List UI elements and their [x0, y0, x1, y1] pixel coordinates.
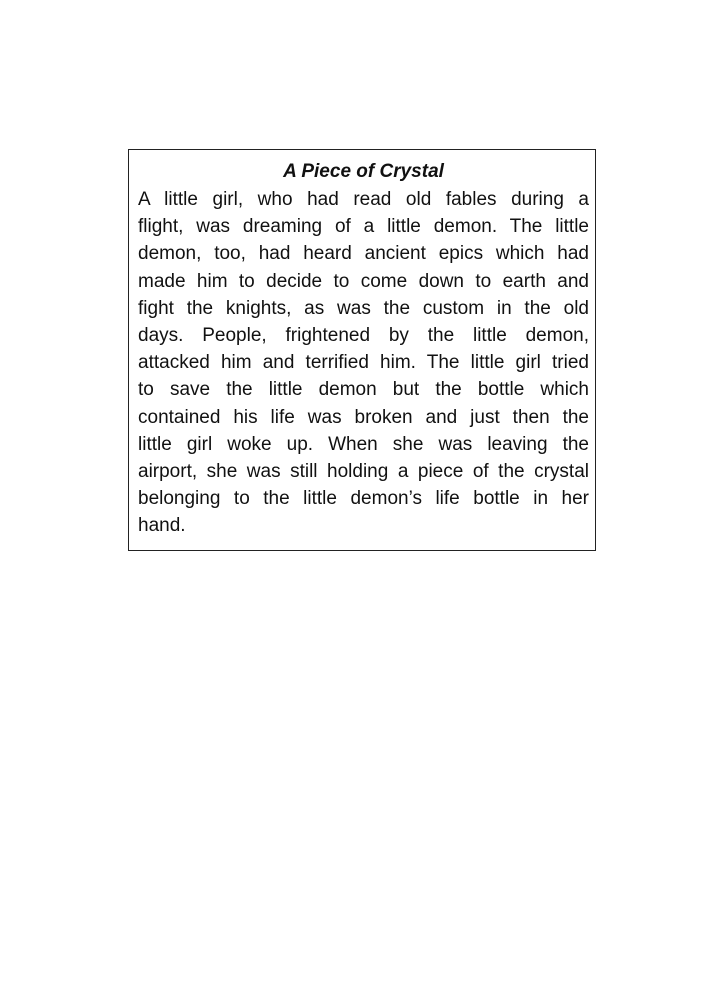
story-body [138, 186, 589, 539]
story-title: A Piece of Crystal [283, 161, 444, 182]
story-line: demon, too, had heard ancient epics which had [138, 243, 589, 265]
story-line: A little girl, who had read old fables during a [138, 189, 589, 210]
story-line: days. People, frightened by the little demon, [138, 324, 589, 346]
story-line: contained his life was broken and just then the [138, 406, 589, 428]
story-box [128, 149, 596, 551]
story-line: fight the knights, as was the custom in the old [138, 297, 589, 319]
story-line: flight, was dreaming of a little demon. The little [138, 216, 589, 238]
story-line: belonging to the little demon’s life bottle in her [138, 488, 589, 510]
story-line: little girl woke up. When she was leaving the [138, 433, 589, 455]
story-line: made him to decide to come down to earth and [138, 270, 589, 292]
story-line: to save the little demon but the bottle which [138, 379, 589, 401]
story-line: hand. [138, 515, 186, 537]
story-line: airport, she was still holding a piece of the crystal [138, 460, 589, 482]
story-line: attacked him and terrified him. The little girl tried [138, 352, 589, 374]
